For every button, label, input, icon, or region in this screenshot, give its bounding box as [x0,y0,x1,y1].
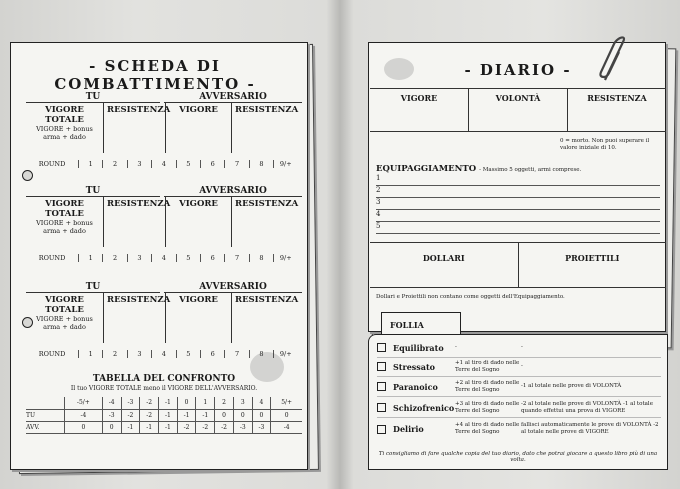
avversario-label: AVVERSARIO [164,186,302,197]
round-box[interactable]: 1 [78,254,102,262]
equipment-line[interactable] [376,210,660,222]
round-label: ROUND [38,254,66,262]
round-box[interactable]: 3 [127,160,151,168]
combat-block-2 [26,186,302,266]
follia-row [377,398,661,418]
combat-block-3 [26,282,302,362]
round-row [26,250,302,266]
round-label: ROUND [38,160,66,168]
equipment-line[interactable] [376,174,660,186]
avv-resistenza-cell[interactable]: RESISTENZA [235,295,299,305]
table-cell: 0 [233,409,252,421]
round-box[interactable]: 6 [200,160,224,168]
line-number: 5 [376,222,384,230]
diario-title: - DIARIO - [464,61,572,79]
combat-grid [26,197,302,247]
round-box[interactable]: 1 [78,160,102,168]
round-box[interactable]: 6 [200,350,224,358]
table-cell: -1 [177,409,196,421]
round-label: ROUND [38,350,66,358]
round-box[interactable]: 3 [127,254,151,262]
follia-effect-2: - [521,363,523,369]
follia-row [377,338,661,358]
table-cell: -2 [177,421,196,433]
round-box[interactable]: 3 [127,350,151,358]
equipment-title [376,164,581,174]
follia-effect-2: fallisci automaticamente le prove di VOLONTÀ -2 al totale nelle prove di VIGORE [521,422,659,435]
table-cell: -2 [196,421,215,433]
round-box[interactable]: 1 [78,350,102,358]
tu-label: TU [26,282,160,293]
confronto-subtitle: Il tuo VIGORE TOTALE meno il VIGORE DELL'AVVERSARIO. [70,385,258,392]
table-header-cell: -1 [159,397,178,409]
equipment-label: EQUIPAGGIAMENTO [376,164,477,174]
follia-name: Equilibrato [393,342,444,353]
round-box[interactable]: 2 [102,160,126,168]
follia-row [377,357,661,377]
combat-header [26,92,302,103]
round-box[interactable]: 4 [151,254,175,262]
table-cell: -1 [159,409,178,421]
table-header-cell: 0 [177,397,196,409]
dollari-box[interactable]: DOLLARI [370,243,519,287]
equipment-line[interactable] [376,222,660,234]
avv-resistenza-cell[interactable]: RESISTENZA [235,105,299,115]
vigore-totale-cell[interactable] [26,293,104,343]
table-cell: -2 [215,421,234,433]
table-cell: -1 [159,421,178,433]
round-box[interactable]: 7 [224,160,248,168]
follia-row [377,419,661,439]
round-box[interactable]: 4 [151,350,175,358]
table-cell: -1 [140,421,159,433]
table-header-cell: 5/+ [271,397,302,409]
vigore-totale-cell[interactable] [26,197,104,247]
table-cell: -2 [121,409,140,421]
table-cell: -1 [121,421,140,433]
tu-label: TU [26,186,160,197]
combat-grid [26,103,302,153]
avversario-label: AVVERSARIO [164,282,302,293]
follia-effect-2: -1 al totale nelle prove di VOLONTÀ [521,383,622,389]
table-header-cell: -3 [121,397,140,409]
follia-name: Schizofrenico [393,402,455,413]
round-box[interactable]: 7 [224,350,248,358]
vigore-totale-label: VIGORE TOTALE [45,199,84,219]
checkbox[interactable] [377,362,386,371]
line-number: 3 [376,198,384,206]
equipment-line[interactable] [376,186,660,198]
combat-grid [26,293,302,343]
equipment-line[interactable] [376,198,660,210]
follia-effect-2: - [521,344,523,350]
follia-tab: FOLLIA [381,312,461,336]
table-header-cell: 2 [215,397,234,409]
follia-effect-2: -2 al totale nelle prove di VOLONTÀ -1 al totale quando effettui una prova di VIGORE [521,400,653,414]
table-header-cell: -5/+ [64,397,102,409]
money-row [370,242,666,288]
row-label: AVV. [26,421,64,433]
table-cell: 0 [64,421,102,433]
table-cell: -3 [233,421,252,433]
round-box[interactable]: 7 [224,254,248,262]
round-box[interactable]: 8 [249,160,273,168]
table-cell: 0 [215,409,234,421]
follia-name: Delirio [393,424,424,434]
table-cell: 0 [102,421,121,433]
table-header-cell: 1 [196,397,215,409]
attribute-note: 0 = morto. Non puoi superare il valore iniziale di 10. [560,138,650,151]
checkbox[interactable] [377,343,386,352]
round-box[interactable]: 5 [176,254,200,262]
line-number: 1 [376,174,384,182]
vigore-formula: VIGORE + bonus arma + dado [36,125,93,141]
follia-effect-1: +2 al tiro di dado nelle Terre del Sogno [455,379,520,393]
proiettili-box[interactable]: PROIETTILI [565,253,620,263]
confronto-table [26,397,302,434]
follia-effect-1: +1 al tiro di dado nelle Terre del Sogno [455,359,520,373]
follia-row [377,377,661,397]
combat-block-1 [26,92,302,172]
table-cell: 0 [271,409,302,421]
vigore-formula: VIGORE + bonus arma + dado [36,219,93,235]
follia-effect-1: +4 al tiro di dado nelle Terre del Sogno [455,422,520,435]
round-row [26,156,302,172]
follia-name: Paranoico [393,381,438,392]
resistenza-cell[interactable]: RESISTENZA [104,293,166,343]
table-row [26,397,302,409]
table-cell: -4 [64,409,102,421]
resistenza-attribute[interactable]: RESISTENZA [567,89,666,131]
attributes-row [370,88,666,132]
avv-vigore-cell[interactable]: VIGORE [166,197,232,247]
combat-header [26,282,302,293]
follia-name: Stressato [393,361,435,372]
round-box[interactable]: 2 [102,350,126,358]
follia-effect-1: +3 al tiro di dado nelle Terre del Sogno [455,400,520,414]
money-note: Dollari e Proiettili non contano come oggetti dell'Equipaggiamento. [376,294,565,300]
resistenza-cell[interactable]: RESISTENZA [104,103,166,153]
vigore-totale-label: VIGORE TOTALE [45,295,84,315]
round-box[interactable]: 8 [249,350,273,358]
avversario-label: AVVERSARIO [164,92,302,103]
table-cell: 0 [252,409,271,421]
vigore-attribute[interactable]: VIGORE [400,93,438,103]
tu-label: TU [26,92,160,103]
vigore-totale-label: VIGORE TOTALE [45,105,84,125]
avv-resistenza-cell[interactable]: RESISTENZA [235,199,299,209]
footer-note: Ti consigliamo di fare qualche copia del tuo diario, dato che potrai giocare a questo libro più di una volta. [378,451,658,463]
round-box[interactable]: 2 [102,254,126,262]
equipment-subtitle: - Massimo 5 oggetti, armi comprese. [479,167,582,173]
table-cell: -1 [196,409,215,421]
round-box[interactable]: 8 [249,254,273,262]
line-number: 2 [376,186,384,194]
line-number: 4 [376,210,384,218]
volonta-attribute[interactable]: VOLONTÀ [468,89,567,131]
round-box[interactable]: 6 [200,254,224,262]
checkbox[interactable] [377,403,386,412]
round-box[interactable]: 5 [176,160,200,168]
row-label: TU [26,409,64,421]
combat-sheet-title: - SCHEDA DI COMBATTIMENTO - [54,57,256,93]
resistenza-cell[interactable]: RESISTENZA [104,197,166,247]
avv-vigore-cell[interactable]: VIGORE [166,103,232,153]
table-header-cell: -2 [140,397,159,409]
table-header-cell: 3 [233,397,252,409]
round-box[interactable]: 4 [151,160,175,168]
avv-vigore-cell[interactable]: VIGORE [166,293,232,343]
checkbox[interactable] [377,425,386,434]
vigore-totale-cell[interactable] [26,103,104,153]
table-header-cell: 4 [252,397,271,409]
table-cell: -4 [271,421,302,433]
round-box[interactable]: 9/+ [273,160,297,168]
round-box[interactable]: 9/+ [273,254,297,262]
vigore-formula: VIGORE + bonus arma + dado [36,315,93,331]
table-row [26,409,302,421]
table-cell: -3 [102,409,121,421]
round-box[interactable]: 5 [176,350,200,358]
round-box[interactable]: 9/+ [273,350,297,358]
combat-header [26,186,302,197]
table-cell: -2 [140,409,159,421]
confronto-title: TABELLA DEL CONFRONTO [92,374,236,384]
table-row [26,421,302,433]
table-cell [26,397,64,409]
checkbox[interactable] [377,382,386,391]
table-header-cell: -4 [102,397,121,409]
table-cell: -3 [252,421,271,433]
follia-effect-1: - [455,344,457,350]
